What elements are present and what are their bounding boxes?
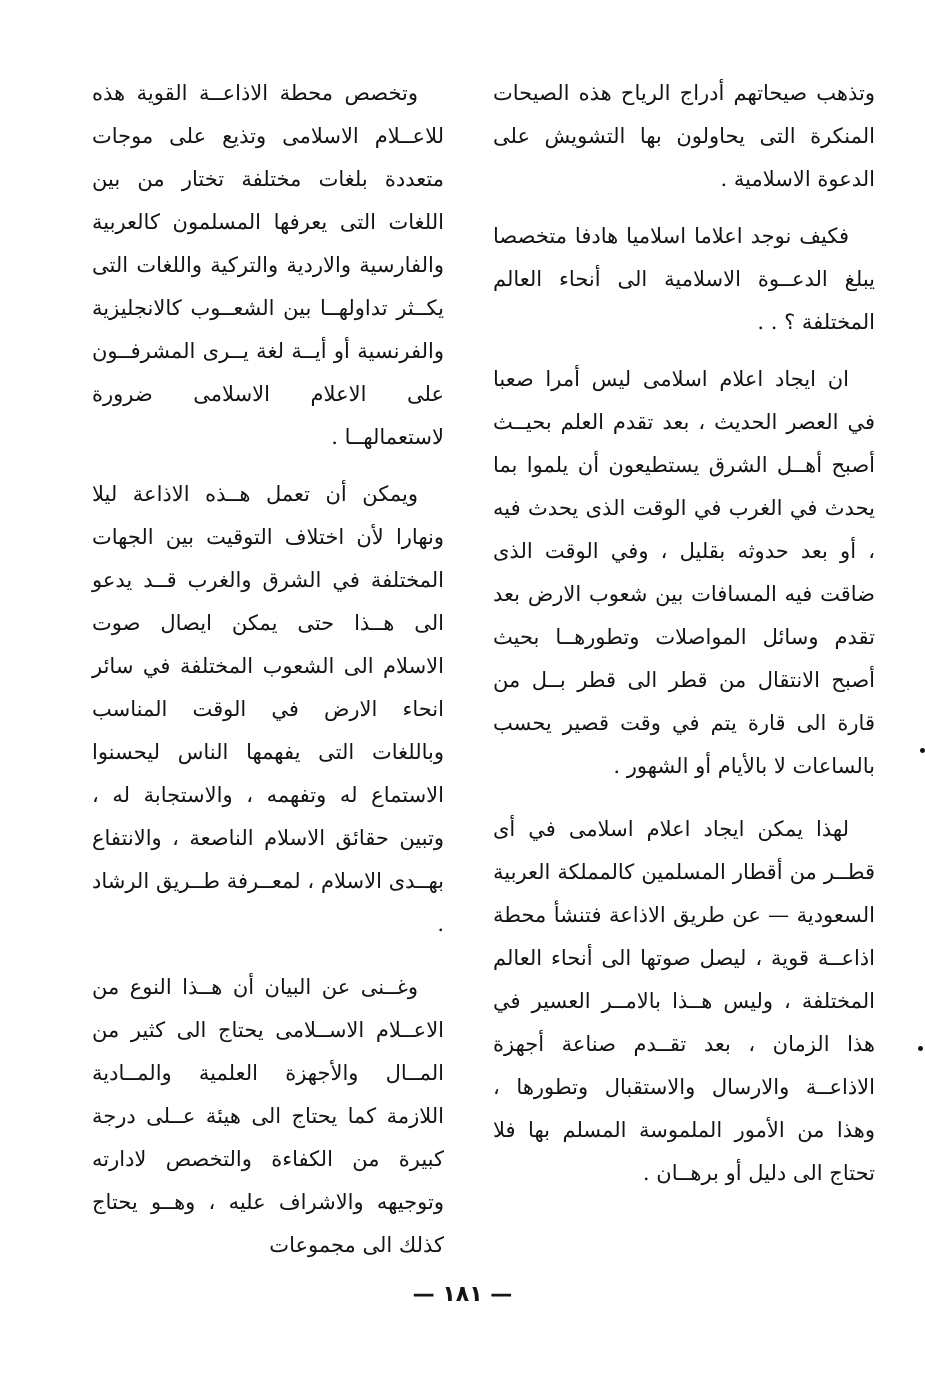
paragraph: وتذهب صيحاتهم أدراج الرياح هذه الصيحات المنكرة التى يحاولون بها التشويش على الدعوة الاسلامية . (493, 81, 875, 191)
paragraph: وغــنى عن البيان أن هــذا النوع من الاعــلام الاســلامى يحتاج الى كثير من المــال والأجهزة العلمية والمــادية اللازمة كما يحتاج الى هيئة عــلى درجة كبيرة من الكفاءة والتخصص لادارته وتوجيهه والاشراف عليه ، وهــو يحتاج كذلك الى مجموعات (92, 975, 444, 1257)
right-text-column (493, 72, 875, 1209)
paragraph: لهذا يمكن ايجاد اعلام اسلامى في أى قطــر من أقطار المسلمين كالمملكة العربية السعودية — عن طريق الاذاعة فتنشأ محطة اذاعــة قوية ، ليصل صوتها الى أنحاء العالم المختلفة ، وليس هــذا بالامــر العسير في هذا الزمان ، بعد تقــدم صناعة أجهزة الاذاعــة والارسال والاستقبال وتطورها ، وهذا من الأمور الملموسة المسلم بها فلا تحتاج الى دليل أو برهــان . (493, 817, 875, 1185)
paragraph: ويمكن أن تعمل هــذه الاذاعة ليلا ونهارا لأن اختلاف التوقيت بين الجهات المختلفة في الشرق والغرب قــد يدعو الى هــذا حتى يمكن ايصال صوت الاسلام الى الشعوب المختلفة في سائر انحاء الارض في الوقت المناسب وباللغات التى يفهمها الناس ليحسنوا الاستماع له وتفهمه ، والاستجابة له ، وتبين حقائق الاسلام الناصعة ، والانتفاع بهــدى الاسلام ، لمعــرفة طــريق الرشاد . (92, 482, 444, 936)
page-number: — ١٨١ — (412, 1282, 513, 1307)
left-text-column (92, 72, 444, 1281)
margin-mark (920, 748, 925, 753)
paragraph: وتخصص محطة الاذاعــة القوية هذه للاعــلام الاسلامى وتذيع على موجات متعددة بلغات مختلفة تختار من بين اللغات التى يعرفها المسلمون كالعربية والفارسية والاردية والتركية واللغات التى يكــثر تداولهــا بين الشعــوب كالانجليزية والفرنسية أو أيــة لغة يــرى المشرفــون على الاعلام الاسلامى ضرورة لاستعمالهــا . (92, 81, 444, 449)
margin-mark (918, 1046, 923, 1051)
paragraph: ان ايجاد اعلام اسلامى ليس أمرا صعبا في العصر الحديث ، بعد تقدم العلم بحيــث أصبح أهــل الشرق يستطيعون أن يلموا بما يحدث في الغرب في الوقت الذى يحدث فيه ، أو بعد حدوثه بقليل ، وفي الوقت الذى ضاقت فيه المسافات بين شعوب الارض بعد تقدم وسائل المواصلات وتطورهــا بحيث أصبح الانتقال من قطر الى قطر بــل من قارة الى قارة يتم في وقت قصير يحسب بالساعات لا بالأيام أو الشهور . (493, 367, 875, 778)
paragraph: فكيف نوجد اعلاما اسلاميا هادفا متخصصا يبلغ الدعــوة الاسلامية الى أنحاء العالم المختلفة ؟ . . (493, 224, 875, 334)
